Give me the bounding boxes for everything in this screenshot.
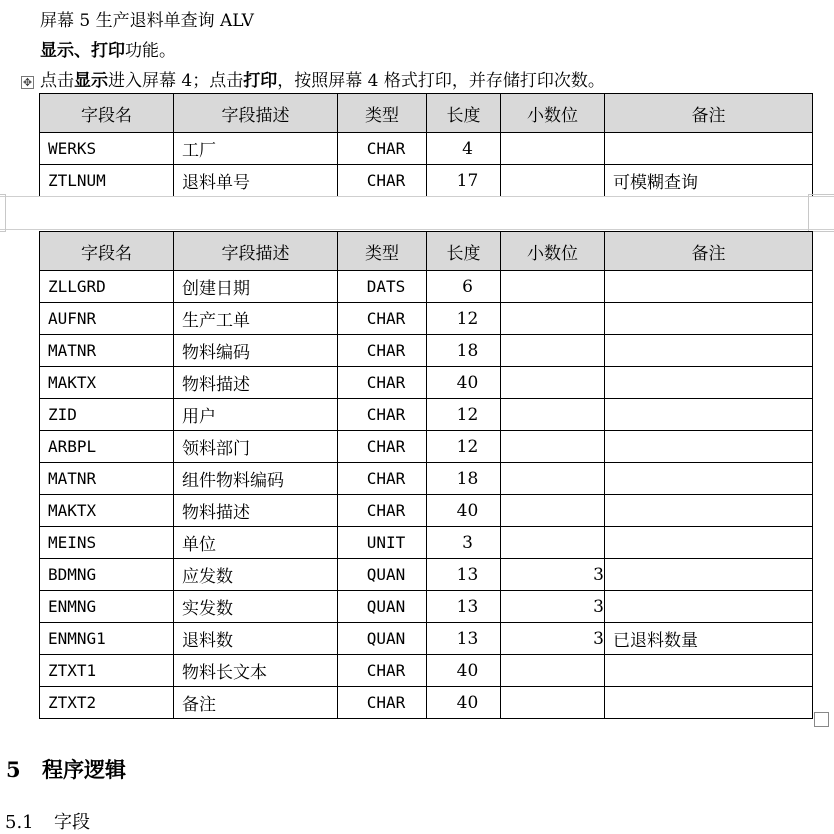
cell-decimals: [501, 165, 605, 197]
cell-field-desc: 退料单号: [174, 165, 338, 197]
instruction-text-c: 进入屏幕 4；点击: [108, 71, 244, 91]
table-row: [40, 655, 813, 687]
instruction-keyword-print: 打印: [243, 71, 278, 91]
table-resize-handle[interactable]: [814, 712, 829, 727]
cell-field-desc: 创建日期: [174, 271, 338, 303]
cell-length: 13: [427, 623, 501, 655]
page-break-guide: [0, 196, 834, 230]
cell-field-desc: 生产工单: [174, 303, 338, 335]
header-length: 长度: [427, 94, 501, 133]
cell-note: [605, 303, 813, 335]
header-note: 备注: [605, 94, 813, 133]
page-guide-left: [0, 194, 6, 232]
header-note: 备注: [605, 232, 813, 271]
cell-field-desc: 物料编码: [174, 335, 338, 367]
selection-field-table: [39, 93, 813, 197]
header-field-name: 字段名: [40, 232, 174, 271]
cell-decimals: 3: [501, 591, 605, 623]
cell-decimals: [501, 303, 605, 335]
cell-type: CHAR: [338, 165, 427, 197]
header-type: 类型: [338, 232, 427, 271]
cell-decimals: [501, 271, 605, 303]
cell-type: CHAR: [338, 463, 427, 495]
cell-decimals: [501, 367, 605, 399]
function-line: [40, 36, 176, 61]
cell-type: CHAR: [338, 303, 427, 335]
alv-field-table: [39, 231, 813, 719]
table-row: [40, 303, 813, 335]
cell-note: [605, 495, 813, 527]
instruction-keyword-display: 显示: [74, 71, 108, 91]
function-keywords: 显示、打印: [40, 41, 125, 61]
table-row: [40, 495, 813, 527]
cell-field-name: ZTLNUM: [40, 165, 174, 197]
table-header-row: [40, 232, 813, 271]
subsection-title: 字段: [54, 812, 90, 833]
header-decimals: 小数位: [501, 232, 605, 271]
table-row: [40, 527, 813, 559]
cell-decimals: [501, 133, 605, 165]
cell-type: QUAN: [338, 559, 427, 591]
cell-decimals: [501, 655, 605, 687]
cell-field-desc: 工厂: [174, 133, 338, 165]
cell-field-desc: 备注: [174, 687, 338, 719]
cell-field-name: ENMNG1: [40, 623, 174, 655]
cell-note: [605, 463, 813, 495]
cell-length: 3: [427, 527, 501, 559]
cell-length: 4: [427, 133, 501, 165]
cell-note: 已退料数量: [605, 623, 813, 655]
cell-field-desc: 物料描述: [174, 367, 338, 399]
header-type: 类型: [338, 94, 427, 133]
cell-type: CHAR: [338, 655, 427, 687]
cell-decimals: [501, 463, 605, 495]
cell-note: [605, 271, 813, 303]
cell-note: [605, 591, 813, 623]
cell-note: [605, 431, 813, 463]
cell-decimals: [501, 431, 605, 463]
cell-field-name: MAKTX: [40, 367, 174, 399]
table-row: [40, 165, 813, 197]
cell-length: 40: [427, 655, 501, 687]
cell-field-name: ARBPL: [40, 431, 174, 463]
table-row: [40, 687, 813, 719]
cell-length: 18: [427, 463, 501, 495]
cell-length: 13: [427, 591, 501, 623]
cell-field-name: ZLLGRD: [40, 271, 174, 303]
cell-field-desc: 应发数: [174, 559, 338, 591]
cell-type: QUAN: [338, 591, 427, 623]
cell-note: [605, 687, 813, 719]
cell-note: [605, 399, 813, 431]
cell-field-desc: 组件物料编码: [174, 463, 338, 495]
cell-type: CHAR: [338, 495, 427, 527]
section-heading: [6, 754, 126, 784]
table-row: [40, 271, 813, 303]
cell-field-desc: 用户: [174, 399, 338, 431]
instruction-line: [40, 66, 605, 91]
cell-length: 18: [427, 335, 501, 367]
cell-note: [605, 367, 813, 399]
cell-length: 12: [427, 431, 501, 463]
table-row: [40, 399, 813, 431]
cell-note: [605, 559, 813, 591]
cell-length: 40: [427, 687, 501, 719]
cell-length: 6: [427, 271, 501, 303]
cell-field-name: ZID: [40, 399, 174, 431]
cell-length: 13: [427, 559, 501, 591]
header-field-desc: 字段描述: [174, 94, 338, 133]
screen-title: 屏幕 5 生产退料单查询 ALV: [40, 11, 254, 31]
cell-decimals: 3: [501, 559, 605, 591]
instruction-text-e: ，按照屏幕 4 格式打印，并存储打印次数。: [277, 71, 605, 91]
instruction-text-a: 点击: [40, 71, 74, 91]
cell-field-desc: 退料数: [174, 623, 338, 655]
cell-length: 12: [427, 303, 501, 335]
cell-type: UNIT: [338, 527, 427, 559]
cell-decimals: [501, 495, 605, 527]
cell-type: CHAR: [338, 687, 427, 719]
subsection-heading: [5, 808, 90, 834]
subsection-number: 5.1: [5, 812, 34, 833]
cell-length: 12: [427, 399, 501, 431]
table-header-row: [40, 94, 813, 133]
cell-field-desc: 单位: [174, 527, 338, 559]
cell-field-name: ENMNG: [40, 591, 174, 623]
header-field-desc: 字段描述: [174, 232, 338, 271]
cell-field-name: MATNR: [40, 463, 174, 495]
cell-field-name: MEINS: [40, 527, 174, 559]
cell-decimals: [501, 399, 605, 431]
move-cross-icon[interactable]: ✥: [22, 76, 33, 89]
cell-note: [605, 335, 813, 367]
cell-type: QUAN: [338, 623, 427, 655]
table-row: [40, 431, 813, 463]
section-number: 5: [6, 757, 21, 782]
cell-field-desc: 实发数: [174, 591, 338, 623]
header-length: 长度: [427, 232, 501, 271]
cell-field-desc: 物料描述: [174, 495, 338, 527]
cell-note: [605, 655, 813, 687]
table-row: [40, 463, 813, 495]
table-row: [40, 591, 813, 623]
cell-field-desc: 物料长文本: [174, 655, 338, 687]
table-row: [40, 133, 813, 165]
cell-field-name: ZTXT2: [40, 687, 174, 719]
cell-length: 17: [427, 165, 501, 197]
cell-length: 40: [427, 367, 501, 399]
cell-type: CHAR: [338, 367, 427, 399]
cell-field-name: WERKS: [40, 133, 174, 165]
cell-decimals: [501, 527, 605, 559]
cell-type: DATS: [338, 271, 427, 303]
cell-decimals: [501, 335, 605, 367]
cell-field-name: AUFNR: [40, 303, 174, 335]
cell-note: 可模糊查询: [605, 165, 813, 197]
cell-field-name: BDMNG: [40, 559, 174, 591]
cell-length: 40: [427, 495, 501, 527]
cell-field-name: MAKTX: [40, 495, 174, 527]
table-row: [40, 623, 813, 655]
page-guide-right: [808, 194, 834, 232]
cell-note: [605, 527, 813, 559]
cell-decimals: 3: [501, 623, 605, 655]
header-field-name: 字段名: [40, 94, 174, 133]
cell-field-name: ZTXT1: [40, 655, 174, 687]
cell-field-desc: 领料部门: [174, 431, 338, 463]
cell-note: [605, 133, 813, 165]
header-decimals: 小数位: [501, 94, 605, 133]
cell-type: CHAR: [338, 133, 427, 165]
cell-type: CHAR: [338, 335, 427, 367]
cell-type: CHAR: [338, 399, 427, 431]
table-row: [40, 335, 813, 367]
section-title: 程序逻辑: [42, 757, 126, 782]
table-row: [40, 367, 813, 399]
cell-field-name: MATNR: [40, 335, 174, 367]
function-suffix: 功能。: [125, 41, 176, 61]
table-row: [40, 559, 813, 591]
cell-decimals: [501, 687, 605, 719]
cell-type: CHAR: [338, 431, 427, 463]
